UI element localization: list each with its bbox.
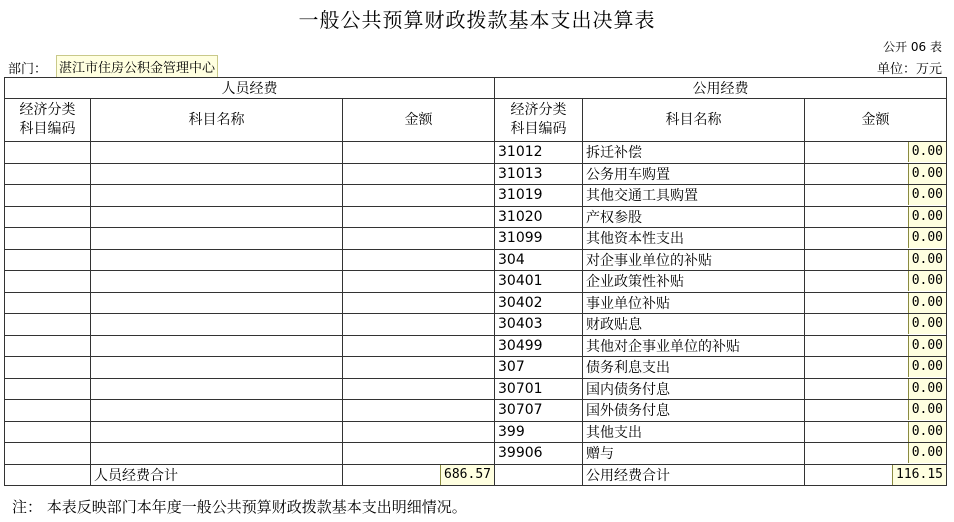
public-amount-value[interactable]: 0.00 bbox=[908, 271, 946, 291]
personnel-name-cell[interactable] bbox=[91, 357, 343, 379]
expenditure-table bbox=[4, 77, 947, 486]
public-total-cell[interactable] bbox=[805, 464, 947, 486]
public-amount-value[interactable]: 0.00 bbox=[908, 142, 946, 162]
table-row bbox=[5, 314, 947, 336]
table-row bbox=[5, 185, 947, 207]
report-title: 一般公共预算财政拨款基本支出决算表 bbox=[298, 8, 656, 32]
table-row bbox=[5, 228, 947, 250]
public-code-cell: 30402 bbox=[495, 292, 583, 314]
personnel-amount-cell[interactable] bbox=[343, 185, 495, 207]
personnel-amount-cell[interactable] bbox=[343, 142, 495, 164]
public-amount-cell[interactable] bbox=[805, 228, 947, 250]
personnel-amount-cell[interactable] bbox=[343, 163, 495, 185]
public-name-cell: 其他资本性支出 bbox=[583, 228, 805, 250]
personnel-header: 人员经费 bbox=[5, 78, 495, 99]
public-amount-cell[interactable] bbox=[805, 292, 947, 314]
public-total-label: 公用经费合计 bbox=[583, 464, 805, 486]
header-row-columns bbox=[5, 99, 947, 142]
personnel-name-cell[interactable] bbox=[91, 163, 343, 185]
personnel-name-cell[interactable] bbox=[91, 443, 343, 465]
public-code-cell: 30401 bbox=[495, 271, 583, 293]
public-amount-header: 金额 bbox=[805, 99, 947, 142]
personnel-amount-header: 金额 bbox=[343, 99, 495, 142]
personnel-total-label: 人员经费合计 bbox=[91, 464, 343, 486]
personnel-code-cell[interactable] bbox=[5, 142, 91, 164]
public-amount-value[interactable]: 0.00 bbox=[908, 379, 946, 399]
public-name-cell: 财政贴息 bbox=[583, 314, 805, 336]
public-amount-cell[interactable] bbox=[805, 206, 947, 228]
public-code-cell: 399 bbox=[495, 421, 583, 443]
public-name-cell: 对企事业单位的补贴 bbox=[583, 249, 805, 271]
personnel-name-cell[interactable] bbox=[91, 228, 343, 250]
public-header: 公用经费 bbox=[495, 78, 947, 99]
public-amount-value[interactable]: 0.00 bbox=[908, 443, 946, 463]
public-amount-value[interactable]: 0.00 bbox=[908, 293, 946, 313]
personnel-name-cell[interactable] bbox=[91, 292, 343, 314]
personnel-code-header: 经济分类 科目编码 bbox=[5, 99, 91, 142]
table-row bbox=[5, 335, 947, 357]
public-amount-cell[interactable] bbox=[805, 378, 947, 400]
public-amount-value[interactable]: 0.00 bbox=[908, 422, 946, 442]
public-code-cell: 39906 bbox=[495, 443, 583, 465]
personnel-amount-cell[interactable] bbox=[343, 314, 495, 336]
table-row bbox=[5, 249, 947, 271]
table-row bbox=[5, 163, 947, 185]
public-amount-cell[interactable] bbox=[805, 249, 947, 271]
personnel-amount-cell[interactable] bbox=[343, 206, 495, 228]
personnel-code-cell[interactable] bbox=[5, 271, 91, 293]
personnel-name-header: 科目名称 bbox=[91, 99, 343, 142]
public-amount-cell[interactable] bbox=[805, 185, 947, 207]
table-row bbox=[5, 378, 947, 400]
personnel-amount-cell[interactable] bbox=[343, 357, 495, 379]
personnel-code-cell[interactable] bbox=[5, 314, 91, 336]
public-code-cell: 30701 bbox=[495, 378, 583, 400]
table-row bbox=[5, 292, 947, 314]
public-amount-cell[interactable] bbox=[805, 421, 947, 443]
public-amount-value[interactable]: 0.00 bbox=[908, 185, 946, 205]
personnel-code-cell[interactable] bbox=[5, 292, 91, 314]
public-code-cell: 30403 bbox=[495, 314, 583, 336]
public-amount-value[interactable]: 0.00 bbox=[908, 400, 946, 420]
public-amount-cell[interactable] bbox=[805, 443, 947, 465]
totals-row bbox=[5, 464, 947, 486]
personnel-name-cell[interactable] bbox=[91, 314, 343, 336]
public-name-cell: 企业政策性补贴 bbox=[583, 271, 805, 293]
personnel-code-cell[interactable] bbox=[5, 185, 91, 207]
public-name-cell: 其他对企事业单位的补贴 bbox=[583, 335, 805, 357]
public-code-cell: 31012 bbox=[495, 142, 583, 164]
public-name-cell: 拆迁补偿 bbox=[583, 142, 805, 164]
public-name-cell: 其他支出 bbox=[583, 421, 805, 443]
public-name-cell: 赠与 bbox=[583, 443, 805, 465]
public-code-cell: 31020 bbox=[495, 206, 583, 228]
personnel-name-cell[interactable] bbox=[91, 185, 343, 207]
personnel-code-cell[interactable] bbox=[5, 443, 91, 465]
personnel-code-cell[interactable] bbox=[5, 228, 91, 250]
public-code-cell: 30707 bbox=[495, 400, 583, 422]
public-name-cell: 其他交通工具购置 bbox=[583, 185, 805, 207]
public-amount-cell[interactable] bbox=[805, 271, 947, 293]
personnel-total-amount[interactable]: 686.57 bbox=[440, 465, 494, 485]
form-number: 公开 06 表 bbox=[883, 40, 942, 54]
public-code-cell: 31013 bbox=[495, 163, 583, 185]
public-amount-cell[interactable] bbox=[805, 142, 947, 164]
public-amount-cell[interactable] bbox=[805, 400, 947, 422]
public-code-cell: 30499 bbox=[495, 335, 583, 357]
public-name-cell: 公务用车购置 bbox=[583, 163, 805, 185]
personnel-name-cell[interactable] bbox=[91, 142, 343, 164]
department-name[interactable]: 湛江市住房公积金管理中心 bbox=[56, 55, 218, 78]
table-row bbox=[5, 357, 947, 379]
public-name-cell: 国内债务付息 bbox=[583, 378, 805, 400]
public-name-cell: 事业单位补贴 bbox=[583, 292, 805, 314]
public-amount-value[interactable]: 0.00 bbox=[908, 207, 946, 227]
personnel-amount-cell[interactable] bbox=[343, 228, 495, 250]
personnel-amount-cell[interactable] bbox=[343, 271, 495, 293]
personnel-name-cell[interactable] bbox=[91, 421, 343, 443]
personnel-code-cell[interactable] bbox=[5, 206, 91, 228]
table-row bbox=[5, 271, 947, 293]
public-code-cell: 31019 bbox=[495, 185, 583, 207]
personnel-code-cell[interactable] bbox=[5, 400, 91, 422]
public-code-header: 经济分类 科目编码 bbox=[495, 99, 583, 142]
public-amount-value[interactable]: 0.00 bbox=[908, 357, 946, 377]
personnel-code-cell[interactable] bbox=[5, 357, 91, 379]
public-amount-value[interactable]: 0.00 bbox=[908, 228, 946, 248]
public-amount-cell[interactable] bbox=[805, 163, 947, 185]
personnel-amount-cell[interactable] bbox=[343, 335, 495, 357]
public-name-header: 科目名称 bbox=[583, 99, 805, 142]
table-row bbox=[5, 142, 947, 164]
public-amount-cell[interactable] bbox=[805, 357, 947, 379]
public-name-cell: 产权参股 bbox=[583, 206, 805, 228]
table-row bbox=[5, 206, 947, 228]
personnel-name-cell[interactable] bbox=[91, 271, 343, 293]
personnel-code-cell[interactable] bbox=[5, 378, 91, 400]
personnel-amount-cell[interactable] bbox=[343, 292, 495, 314]
public-name-cell: 债务利息支出 bbox=[583, 357, 805, 379]
public-code-cell: 31099 bbox=[495, 228, 583, 250]
footnote: 注： 本表反映部门本年度一般公共预算财政拨款基本支出明细情况。 bbox=[12, 498, 467, 516]
public-code-cell: 307 bbox=[495, 357, 583, 379]
public-amount-value[interactable]: 0.00 bbox=[908, 164, 946, 184]
public-amount-value[interactable]: 0.00 bbox=[908, 250, 946, 270]
public-total-amount[interactable]: 116.15 bbox=[892, 465, 946, 485]
public-amount-value[interactable]: 0.00 bbox=[908, 314, 946, 334]
unit-label: 单位：万元 bbox=[876, 62, 942, 77]
table-row bbox=[5, 421, 947, 443]
header-row-group bbox=[5, 78, 947, 99]
table-row bbox=[5, 443, 947, 465]
personnel-name-cell[interactable] bbox=[91, 400, 343, 422]
personnel-total-cell[interactable] bbox=[343, 464, 495, 486]
personnel-code-cell[interactable] bbox=[5, 163, 91, 185]
department-label: 部门： bbox=[8, 62, 48, 77]
personnel-name-cell[interactable] bbox=[91, 249, 343, 271]
table-row bbox=[5, 400, 947, 422]
personnel-code-cell[interactable] bbox=[5, 421, 91, 443]
public-amount-value[interactable]: 0.00 bbox=[908, 336, 946, 356]
public-name-cell: 国外债务付息 bbox=[583, 400, 805, 422]
public-amount-cell[interactable] bbox=[805, 335, 947, 357]
personnel-code-cell[interactable] bbox=[5, 335, 91, 357]
personnel-name-cell[interactable] bbox=[91, 335, 343, 357]
personnel-amount-cell[interactable] bbox=[343, 443, 495, 465]
table-body bbox=[5, 142, 947, 465]
personnel-amount-cell[interactable] bbox=[343, 421, 495, 443]
personnel-name-cell[interactable] bbox=[91, 378, 343, 400]
public-code-cell: 304 bbox=[495, 249, 583, 271]
personnel-amount-cell[interactable] bbox=[343, 400, 495, 422]
personnel-amount-cell[interactable] bbox=[343, 249, 495, 271]
personnel-name-cell[interactable] bbox=[91, 206, 343, 228]
public-amount-cell[interactable] bbox=[805, 314, 947, 336]
personnel-amount-cell[interactable] bbox=[343, 378, 495, 400]
personnel-code-cell[interactable] bbox=[5, 249, 91, 271]
